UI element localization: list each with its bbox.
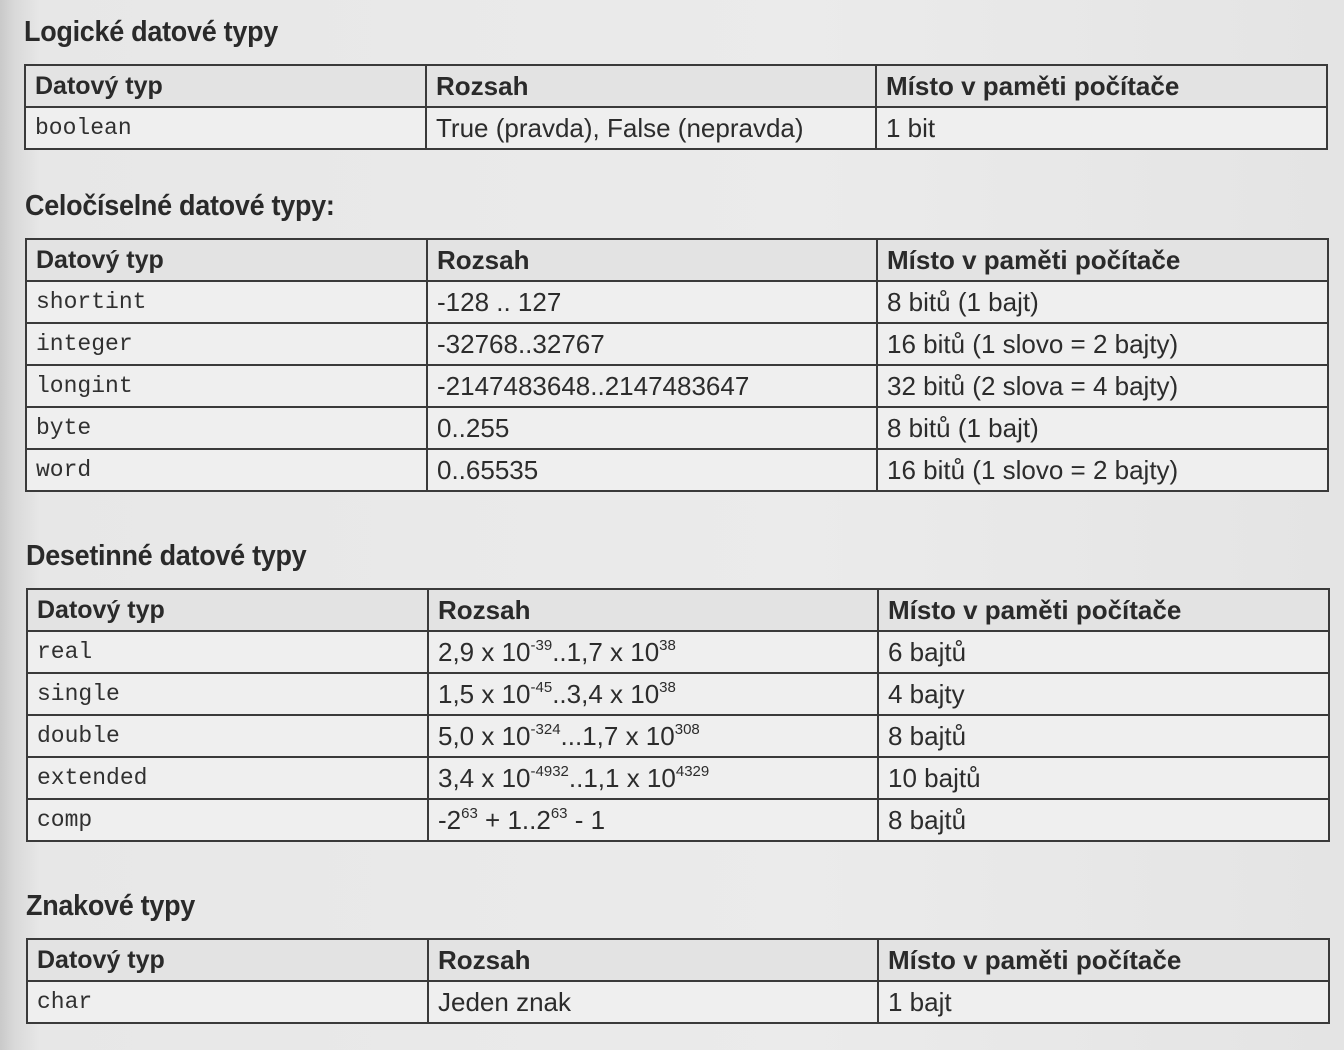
table-row bbox=[26, 365, 1328, 407]
type-cell: shortint bbox=[26, 281, 427, 323]
type-cell: word bbox=[26, 449, 427, 491]
table-row bbox=[26, 281, 1328, 323]
type-cell: byte bbox=[26, 407, 427, 449]
table-row bbox=[26, 449, 1328, 491]
range-cell: 0..65535 bbox=[427, 449, 877, 491]
memory-cell: 8 bitů (1 bajt) bbox=[877, 407, 1328, 449]
type-cell: double bbox=[27, 715, 428, 757]
memory-cell: 4 bajty bbox=[878, 673, 1329, 715]
decimal-types-table bbox=[26, 588, 1330, 842]
range-cell: -128 .. 127 bbox=[427, 281, 877, 323]
section-character-types bbox=[26, 888, 1328, 1024]
memory-cell: 10 bajtů bbox=[878, 757, 1329, 799]
memory-cell: 8 bajtů bbox=[878, 715, 1329, 757]
memory-cell: 1 bajt bbox=[878, 981, 1329, 1023]
type-cell: single bbox=[27, 673, 428, 715]
type-cell: longint bbox=[26, 365, 427, 407]
section-title: Znakové typy bbox=[26, 890, 196, 922]
table-row bbox=[27, 673, 1329, 715]
table-row bbox=[27, 981, 1329, 1023]
memory-cell: 8 bitů (1 bajt) bbox=[877, 281, 1328, 323]
memory-cell: 16 bitů (1 slovo = 2 bajty) bbox=[877, 449, 1328, 491]
memory-cell: 8 bajtů bbox=[878, 799, 1329, 841]
range-cell: True (pravda), False (nepravda) bbox=[426, 107, 876, 149]
range-cell: 3,4 x $10^{-4932}..1,1$ x $10^{4329}$ bbox=[428, 757, 878, 799]
character-types-table bbox=[26, 938, 1330, 1024]
header-memory: Místo v paměti počítače bbox=[877, 239, 1328, 281]
memory-cell: 32 bitů (2 slova = 4 bajty) bbox=[877, 365, 1328, 407]
range-cell: 5,0 x $10^{-324}...1,7$ x $10^{308}$ bbox=[428, 715, 878, 757]
memory-cell: 6 bajtů bbox=[878, 631, 1329, 673]
section-title: Desetinné datové typy bbox=[26, 540, 307, 572]
type-cell: real bbox=[27, 631, 428, 673]
header-range: Rozsah bbox=[426, 65, 876, 107]
table-row bbox=[25, 107, 1327, 149]
header-memory: Místo v paměti počítače bbox=[878, 939, 1329, 981]
type-cell: extended bbox=[27, 757, 428, 799]
header-memory: Místo v paměti počítače bbox=[876, 65, 1327, 107]
logical-types-table bbox=[24, 64, 1328, 150]
type-cell: char bbox=[27, 981, 428, 1023]
type-cell: comp bbox=[27, 799, 428, 841]
table-row bbox=[26, 407, 1328, 449]
header-range: Rozsah bbox=[427, 239, 877, 281]
section-logical-types bbox=[24, 14, 1326, 150]
range-cell: 0..255 bbox=[427, 407, 877, 449]
table-row bbox=[26, 323, 1328, 365]
table-row bbox=[27, 799, 1329, 841]
memory-cell: 1 bit bbox=[876, 107, 1327, 149]
table-header-row bbox=[27, 589, 1329, 631]
range-cell: -2147483648..2147483647 bbox=[427, 365, 877, 407]
range-cell: 2,9 x $10^{-39}..1,7$ x $10^{38}$ bbox=[428, 631, 878, 673]
header-range: Rozsah bbox=[428, 939, 878, 981]
table-row bbox=[27, 757, 1329, 799]
range-cell: 1,5 x $10^{-45}..3,4$ x $10^{38}$ bbox=[428, 673, 878, 715]
table-header-row bbox=[27, 939, 1329, 981]
integer-types-table bbox=[25, 238, 1329, 492]
section-integer-types bbox=[25, 188, 1327, 492]
table-header-row bbox=[26, 239, 1328, 281]
header-type: Datový typ bbox=[26, 239, 427, 281]
header-memory: Místo v paměti počítače bbox=[878, 589, 1329, 631]
table-row bbox=[27, 631, 1329, 673]
header-type: Datový typ bbox=[27, 939, 428, 981]
section-decimal-types bbox=[26, 538, 1328, 842]
range-cell: Jeden znak bbox=[428, 981, 878, 1023]
header-type: Datový typ bbox=[27, 589, 428, 631]
header-range: Rozsah bbox=[428, 589, 878, 631]
header-type: Datový typ bbox=[25, 65, 426, 107]
type-cell: boolean bbox=[25, 107, 426, 149]
memory-cell: 16 bitů (1 slovo = 2 bajty) bbox=[877, 323, 1328, 365]
range-cell: $-2^{63} + 1..2^{63} - 1$ bbox=[428, 799, 878, 841]
section-title: Logické datové typy bbox=[24, 16, 278, 48]
range-cell: -32768..32767 bbox=[427, 323, 877, 365]
section-title: Celočíselné datové typy: bbox=[25, 190, 335, 222]
table-row bbox=[27, 715, 1329, 757]
type-cell: integer bbox=[26, 323, 427, 365]
table-header-row bbox=[25, 65, 1327, 107]
